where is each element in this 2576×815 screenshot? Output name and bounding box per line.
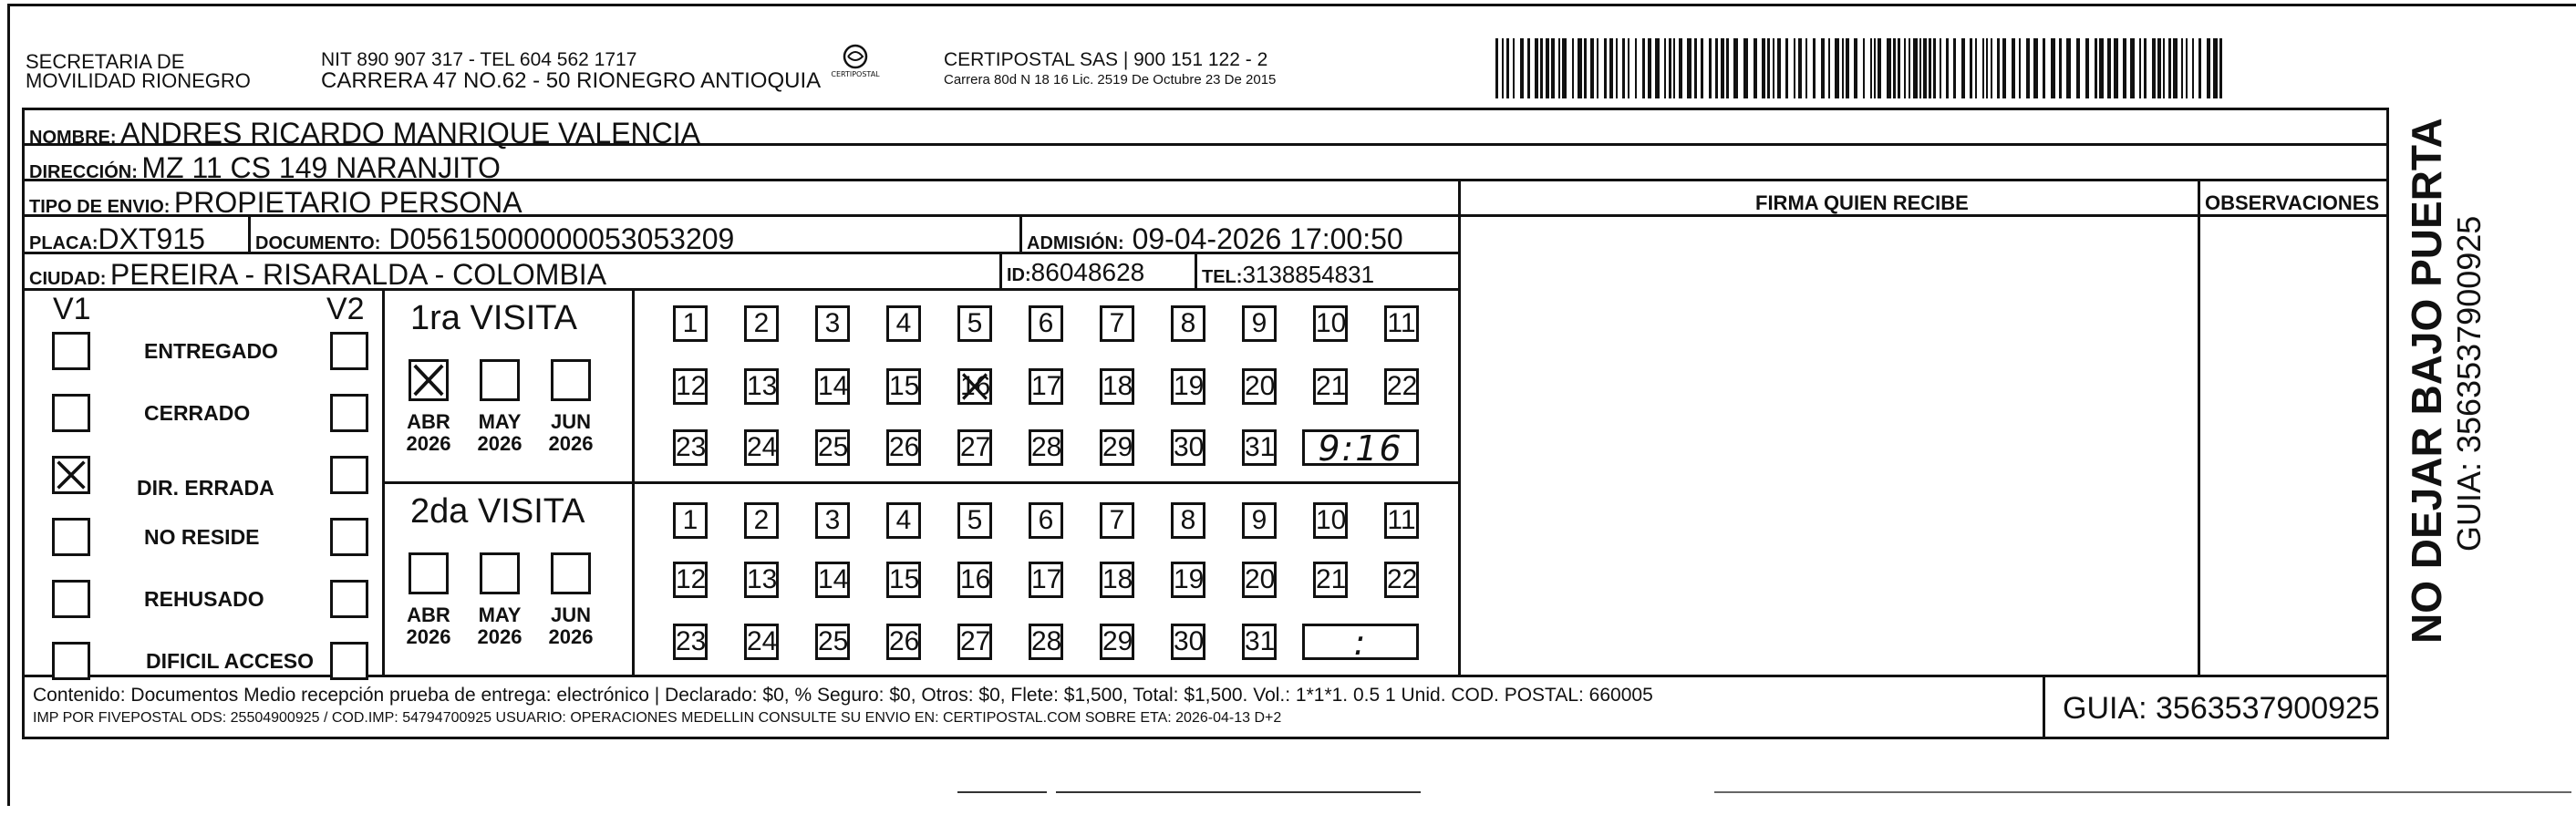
day-cell[interactable]: 17 [1029,368,1063,405]
day-cell[interactable]: 30 [1171,429,1205,466]
svg-text:CERTIPOSTAL: CERTIPOSTAL [831,70,880,78]
second-visit-label: 2da VISITA [410,492,585,531]
day-cell[interactable]: 8 [1171,305,1205,342]
month-checkbox[interactable] [480,552,520,594]
v2-checkbox[interactable] [330,580,368,618]
status-option-label: NO RESIDE [144,525,260,549]
status-option-label: CERRADO [144,401,251,425]
day-cell[interactable]: 11 [1384,305,1419,342]
status-option-label: DIR. ERRADA [137,476,274,500]
day-cell[interactable]: 30 [1171,624,1205,660]
day-cell[interactable]: 20 [1242,562,1277,598]
side-guia: GUIA: 3563537900925 [2450,215,2488,552]
documento-label: DOCUMENTO: [255,233,381,253]
status-option-label: DIFICIL ACCESO [146,649,315,673]
day-cell[interactable]: 26 [886,429,921,466]
month-label: MAY [478,410,522,433]
year-label: 2026 [406,625,451,648]
v2-label: V2 [326,292,365,326]
day-cell[interactable]: 18 [1100,368,1134,405]
day-cell[interactable]: 27 [957,624,992,660]
contenido-text: Contenido: Documentos Medio recepción prueba de entrega: electrónico | Declarado: $0, % Seguro: $0, Otros: $0, Flete: $1,500, Total: $1,500. Vol.: 1*1*1. 0.5 1 Unid. COD. POSTAL: 660005 [33,685,1653,706]
day-cell[interactable]: 3 [815,305,850,342]
day-cell[interactable]: 7 [1100,305,1134,342]
day-cell[interactable]: 13 [744,368,779,405]
id-label: ID: [1007,265,1031,285]
v1-checkbox[interactable] [52,394,90,432]
day-cell[interactable]: 27 [957,429,992,466]
day-cell[interactable]: 9 [1242,305,1277,342]
day-cell[interactable]: 16 [957,562,992,598]
month-checkbox[interactable] [409,552,449,594]
top-border [7,4,2576,6]
placa-label: PLACA: [29,233,98,253]
day-cell[interactable]: 23 [673,624,708,660]
day-cell[interactable]: 31 [1242,624,1277,660]
day-cell[interactable]: 22 [1384,562,1419,598]
day-cell[interactable]: 23 [673,429,708,466]
day-cell[interactable]: 1 [673,305,708,342]
day-cell[interactable]: 14 [815,368,850,405]
day-cell[interactable]: 6 [1029,502,1063,539]
day-cell[interactable]: 4 [886,502,921,539]
year-label: 2026 [406,432,451,455]
day-cell[interactable]: 25 [815,429,850,466]
nit-line: NIT 890 907 317 - TEL 604 562 1717 [321,49,637,70]
v2-checkbox[interactable] [330,332,368,370]
day-cell[interactable]: 1 [673,502,708,539]
day-cell[interactable]: 4 [886,305,921,342]
v1-checkbox[interactable] [52,332,90,370]
day-cell[interactable]: 31 [1242,429,1277,466]
v1-checkbox-checked[interactable] [52,456,90,494]
day-cell[interactable]: 15 [886,368,921,405]
year-label: 2026 [477,625,522,648]
first-visit-label: 1ra VISITA [410,299,578,337]
month-label: JUN [550,604,591,626]
footer-guia: GUIA: 3563537900925 [2063,691,2380,726]
month-checkbox[interactable] [551,359,591,401]
month-checkbox-checked[interactable] [409,359,449,401]
day-cell[interactable]: 6 [1029,305,1063,342]
scan-mark [1714,791,2571,793]
day-cell[interactable]: 21 [1313,368,1348,405]
day-cell[interactable]: 22 [1384,368,1419,405]
month-label: JUN [550,410,591,433]
year-label: 2026 [548,432,594,455]
day-cell[interactable]: 17 [1029,562,1063,598]
day-cell[interactable]: 24 [744,624,779,660]
month-label: MAY [478,604,522,626]
side-warning: NO DEJAR BAJO PUERTA [2403,118,2450,644]
day-cell[interactable]: 26 [886,624,921,660]
day-cell[interactable]: 3 [815,502,850,539]
imp-text: IMP POR FIVEPOSTAL ODS: 25504900925 / COD.IMP: 54794700925 USUARIO: OPERACIONES MEDELLIN CONSULTE SU ENVIO EN: CERTIPOSTAL.COM SOBRE ETA: 2026-04-13 D+2 [33,710,1282,726]
courier-line-1: CERTIPOSTAL SAS | 900 151 122 - 2 [944,49,1268,70]
day-cell[interactable]: 5 [957,305,992,342]
agency-line-1: SECRETARIA DE [26,50,185,73]
documento-value: D05615000000053053209 [388,222,735,255]
day-cell[interactable]: 2 [744,502,779,539]
day-cell[interactable]: 9 [1242,502,1277,539]
day-cell-checked[interactable]: 16 [957,368,992,405]
v1-label: V1 [53,292,91,326]
v2-checkbox[interactable] [330,456,368,494]
tel-value: 3138854831 [1242,261,1375,288]
v1-checkbox[interactable] [52,518,90,556]
day-cell[interactable]: 12 [673,562,708,598]
tel-label: TEL: [1202,267,1243,287]
agency-line-2: MOVILIDAD RIONEGRO [26,69,251,92]
day-cell[interactable]: 15 [886,562,921,598]
check-mark-icon [960,371,989,402]
day-cell[interactable]: 13 [744,562,779,598]
placa-value: DXT915 [98,222,205,255]
day-cell[interactable]: 20 [1242,368,1277,405]
day-cell[interactable]: 8 [1171,502,1205,539]
month-label: ABR [407,410,450,433]
day-cell[interactable]: 10 [1313,305,1348,342]
day-cell[interactable]: 11 [1384,502,1419,539]
day-cell[interactable]: 19 [1171,368,1205,405]
v2-checkbox[interactable] [330,642,368,680]
time-field[interactable]: 9:16 [1302,429,1419,466]
nombre-label: NOMBRE: [29,128,117,148]
direccion-value: MZ 11 CS 149 NARANJITO [141,151,501,184]
v1-checkbox[interactable] [52,580,90,618]
admision-label: ADMISIÓN: [1027,233,1124,253]
v1-checkbox[interactable] [52,642,90,680]
courier-line-2: Carrera 80d N 18 16 Lic. 2519 De Octubre 23 De 2015 [944,72,1277,88]
month-label: ABR [407,604,450,626]
admision-value: 09-04-2026 17:00:50 [1132,222,1403,255]
scan-mark [957,791,1047,793]
certipostal-logo [828,44,883,86]
year-label: 2026 [477,432,522,455]
time-field[interactable]: : [1302,624,1419,660]
day-cell[interactable]: 19 [1171,562,1205,598]
day-cell[interactable]: 24 [744,429,779,466]
ciudad-value: PEREIRA - RISARALDA - COLOMBIA [109,258,607,291]
id-value: 86048628 [1030,258,1145,286]
day-cell[interactable]: 14 [815,562,850,598]
day-cell[interactable]: 21 [1313,562,1348,598]
day-cell[interactable]: 28 [1029,624,1063,660]
address-line: CARRERA 47 NO.62 - 50 RIONEGRO ANTIOQUIA [321,68,822,93]
month-checkbox[interactable] [551,552,591,594]
direccion-label: DIRECCIÓN: [29,162,138,182]
firma-label: FIRMA QUIEN RECIBE [1755,191,1969,214]
day-cell[interactable]: 28 [1029,429,1063,466]
year-label: 2026 [548,625,594,648]
scan-mark [1056,791,1421,793]
nombre-value: ANDRES RICARDO MANRIQUE VALENCIA [120,117,700,150]
status-option-label: REHUSADO [144,587,264,611]
v2-checkbox[interactable] [330,518,368,556]
tipo-value: PROPIETARIO PERSONA [173,186,522,219]
day-cell[interactable]: 7 [1100,502,1134,539]
day-cell[interactable]: 10 [1313,502,1348,539]
left-border [7,4,10,806]
day-cell[interactable]: 5 [957,502,992,539]
day-cell[interactable]: 25 [815,624,850,660]
ciudad-label: CIUDAD: [29,269,107,289]
v2-checkbox[interactable] [330,394,368,432]
observaciones-label: OBSERVACIONES [2205,191,2380,214]
tipo-label: TIPO DE ENVIO: [29,197,171,217]
day-cell[interactable]: 29 [1100,624,1134,660]
day-cell[interactable]: 12 [673,368,708,405]
day-cell[interactable]: 18 [1100,562,1134,598]
status-option-label: ENTREGADO [144,339,278,363]
day-cell[interactable]: 29 [1100,429,1134,466]
month-checkbox[interactable] [480,359,520,401]
day-cell[interactable]: 2 [744,305,779,342]
barcode [1495,38,2225,98]
